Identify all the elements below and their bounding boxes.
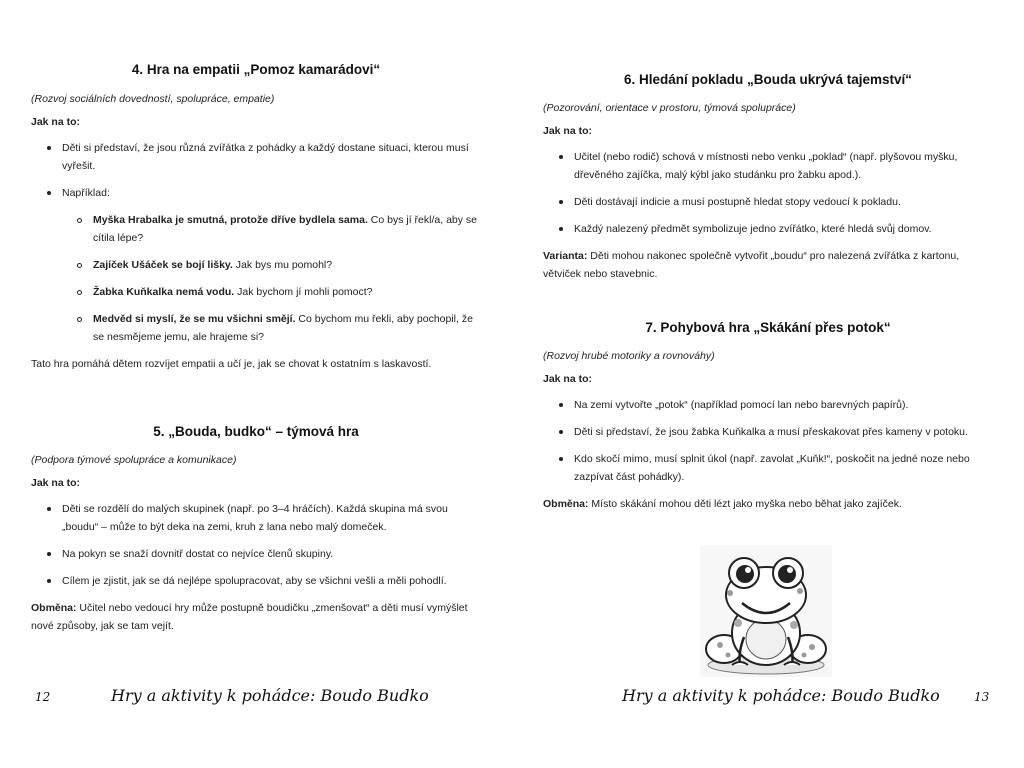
- frog-illustration-svg: [700, 545, 832, 677]
- list-item: [31, 256, 481, 274]
- list-item: [543, 148, 993, 184]
- game5-list: [31, 500, 481, 590]
- game6-list: [543, 148, 993, 238]
- game6-section: [543, 72, 993, 283]
- game4-bullet2: Například:: [62, 187, 110, 199]
- game6-bullet3: Každý nalezený předmět symbolizuje jedno zvířátko, které hledá svůj domov.: [574, 223, 932, 235]
- game7-variation-text: Místo skákání mohou děti lézt jako myška nebo běhat jako zajíček.: [588, 498, 902, 510]
- game5-variation-label: Obměna:: [31, 602, 77, 614]
- example1-bold: Myška Hrabalka je smutná, protože dříve bydlela sama.: [93, 214, 368, 226]
- game6-subtitle: (Pozorování, orientace v prostoru, týmová spolupráce): [543, 102, 796, 114]
- game6-variant-label: Varianta:: [543, 250, 588, 262]
- game6-howto: Jak na to:: [543, 125, 593, 137]
- game5-bullet1: Děti se rozdělí do malých skupinek (např. po 3–4 hráčích). Každá skupina má svou „boudu“ – může to být deka na zemi, kruh z lana nebo malý domeček.: [62, 503, 448, 533]
- game7-bullet2: Děti si představí, že jsou žabka Kuňkalka a musí přeskakovat přes kameny v potoku.: [574, 426, 968, 438]
- list-item: [31, 211, 481, 247]
- footer-title: Hry a aktivity k pohádce: Boudo Budko: [622, 686, 940, 705]
- frog-icon: [700, 545, 832, 677]
- game5-subtitle: (Podpora týmové spolupráce a komunikace): [31, 454, 237, 466]
- game4-bullet1: Děti si představí, že jsou různá zvířátka z pohádky a každý dostane situaci, kterou musí vyřešit.: [62, 142, 469, 172]
- game6-bullet2: Děti dostávají indicie a musí postupně hledat stopy vedoucí k pokladu.: [574, 196, 901, 208]
- example4-bold: Medvěd si myslí, že se mu všichni smějí.: [93, 313, 296, 325]
- game4-closing: Tato hra pomáhá dětem rozvíjet empatii a učí je, jak se chovat k ostatním s laskavostí.: [31, 358, 432, 370]
- example2-bold: Zajíček Ušáček se bojí lišky.: [93, 259, 233, 271]
- list-item: [543, 396, 993, 414]
- page-number: 13: [974, 690, 990, 704]
- list-item: [543, 220, 993, 238]
- page-number: 12: [35, 690, 51, 704]
- game5-title: 5. „Bouda, budko“ – týmová hra: [153, 424, 359, 439]
- list-item: [543, 450, 993, 486]
- example3-bold: Žabka Kuňkalka nemá vodu.: [93, 286, 235, 298]
- game4-howto: Jak na to:: [31, 116, 81, 128]
- example1-rest: Co bys jí řekl/a, aby se cítila lépe?: [93, 214, 478, 244]
- game4-subtitle: (Rozvoj sociálních dovedností, spolupráce, empatie): [31, 93, 275, 105]
- game7-bullet1: Na zemi vytvořte „potok“ (například pomocí lan nebo barevných papírů).: [574, 399, 909, 411]
- list-item: [31, 283, 481, 301]
- game7-section: [543, 320, 993, 513]
- list-item: [31, 310, 481, 346]
- game6-variant-text: Děti mohou nakonec společně vytvořit „boudu“ pro nalezená zvířátka z kartonu, větviček nebo stavebnic.: [543, 250, 960, 280]
- game5-howto: Jak na to:: [31, 477, 81, 489]
- example2-rest: Jak bys mu pomohl?: [232, 259, 333, 271]
- example3-rest: Jak bychom jí mohli pomoct?: [234, 286, 373, 298]
- game7-title: 7. Pohybová hra „Skákání přes potok“: [645, 320, 891, 335]
- list-item: [31, 572, 481, 590]
- list-item: [31, 545, 481, 563]
- game6-variant: [543, 247, 993, 283]
- game6-bullet1: Učitel (nebo rodič) schová v místnosti nebo venku „poklad“ (např. plyšovou myšku, dřevěného zajíčka, malý kýbl jako studánku pro žabku apod.).: [574, 151, 958, 181]
- game4-list: [31, 139, 481, 202]
- game5-bullet2: Na pokyn se snaží dovnitř dostat co nejvíce členů skupiny.: [62, 548, 334, 560]
- game5-variation-text: Učitel nebo vedoucí hry může postupně boudičku „zmenšovat“ a děti musí vymýšlet nové způsoby, jak se tam vejít.: [31, 602, 468, 632]
- game7-variation: [543, 495, 993, 513]
- game7-bullet3: Kdo skočí mimo, musí splnit úkol (např. zavolat „Kuňk!“, poskočit na jedné noze nebo zazpívat část pohádky).: [574, 453, 970, 483]
- game5-section: [31, 424, 481, 635]
- list-item: [31, 500, 481, 536]
- game7-variation-label: Obměna:: [543, 498, 589, 510]
- game5-variation: [31, 599, 481, 635]
- list-item: [543, 423, 993, 441]
- game7-subtitle: (Rozvoj hrubé motoriky a rovnováhy): [543, 350, 715, 362]
- game7-list: [543, 396, 993, 486]
- list-item: [543, 193, 993, 211]
- game4-section: [31, 62, 481, 373]
- game7-howto: Jak na to:: [543, 373, 593, 385]
- game5-bullet3: Cílem je zjistit, jak se dá nejlépe spolupracovat, aby se všichni vešli a měli pohodlí.: [62, 575, 447, 587]
- list-item: [31, 139, 481, 175]
- game6-title: 6. Hledání pokladu „Bouda ukrývá tajemství“: [623, 72, 913, 87]
- example4-rest: Co bychom mu řekli, aby pochopil, že se nesmějeme jemu, ale hrajeme si?: [93, 313, 473, 343]
- game4-title: 4. Hra na empatii „Pomoz kamarádovi“: [131, 62, 381, 77]
- footer-title: Hry a aktivity k pohádce: Boudo Budko: [111, 686, 429, 705]
- game4-examples: [31, 211, 481, 346]
- list-item: [31, 184, 481, 202]
- right-page: [512, 0, 1024, 768]
